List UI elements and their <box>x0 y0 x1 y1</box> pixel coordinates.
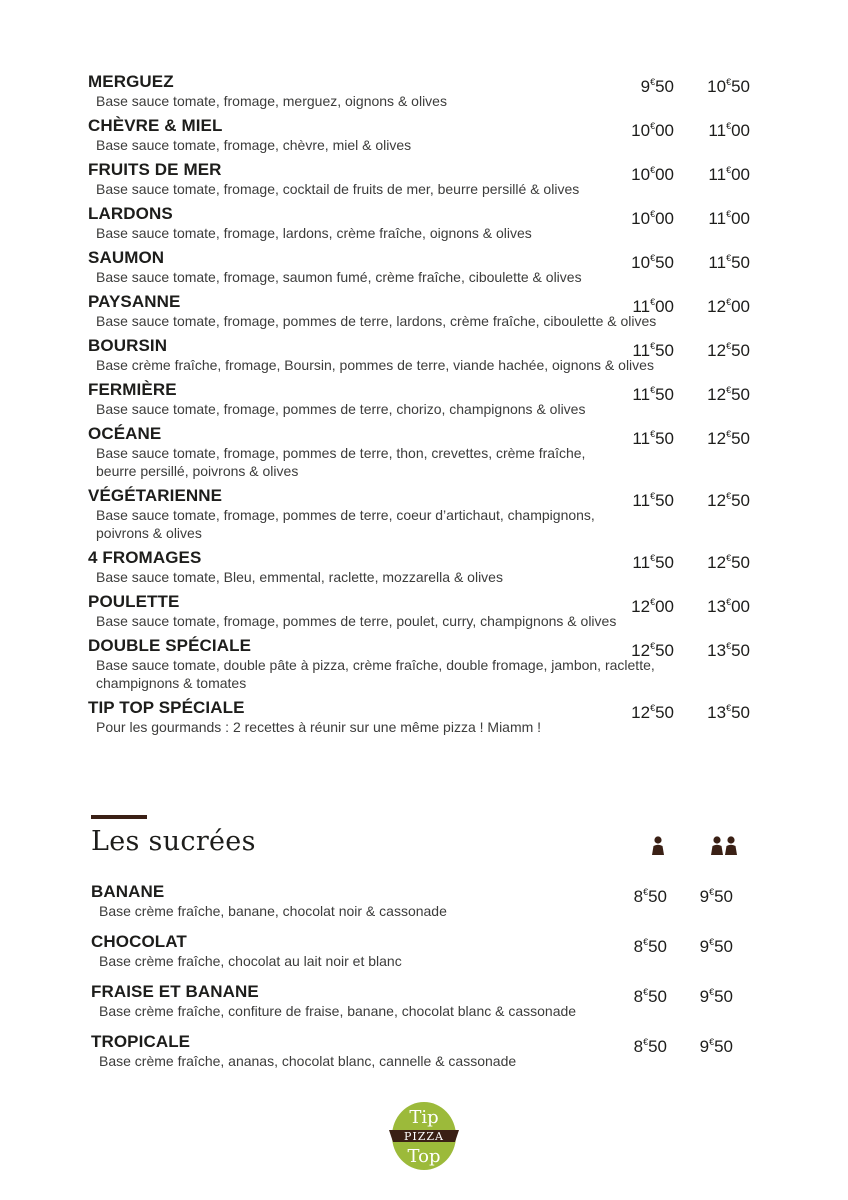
menu-item <box>91 932 771 970</box>
price-euros: 11 <box>632 491 651 510</box>
menu-item-description: Base sauce tomate, fromage, merguez, oignons & olives <box>96 93 447 109</box>
menu-item-description: Base sauce tomate, fromage, cocktail de fruits de mer, beurre persillé & olives <box>96 181 580 197</box>
price-one-person <box>631 698 674 723</box>
menu-item-description: champignons & tomates <box>96 675 247 691</box>
price-two-persons <box>708 204 750 229</box>
price-cents: 50 <box>655 553 674 572</box>
price-one-person <box>631 160 674 185</box>
currency-symbol: € <box>643 1037 649 1047</box>
menu-item <box>88 116 768 154</box>
price-cents: 50 <box>731 553 750 572</box>
sweet-menu-list <box>91 882 771 1082</box>
menu-item-name: TROPICALE <box>91 1032 191 1051</box>
price-cents: 50 <box>655 253 674 272</box>
price-cents: 50 <box>714 1037 733 1056</box>
menu-item-name: DOUBLE SPÉCIALE <box>88 636 252 655</box>
price-euros: 13 <box>707 703 727 722</box>
menu-item <box>88 248 768 286</box>
currency-symbol: € <box>650 385 656 395</box>
price-cents: 50 <box>731 341 750 360</box>
price-one-person <box>634 1032 667 1057</box>
price-euros: 9 <box>699 1037 710 1056</box>
price-two-persons <box>707 592 750 617</box>
price-euros: 9 <box>699 937 710 956</box>
price-two-persons <box>700 882 733 907</box>
currency-symbol: € <box>726 597 732 607</box>
price-one-person <box>632 548 674 573</box>
price-cents: 50 <box>731 429 750 448</box>
price-euros: 8 <box>633 987 644 1006</box>
menu-item <box>88 160 768 198</box>
price-euros: 11 <box>632 297 651 316</box>
price-two-persons <box>707 486 750 511</box>
currency-symbol: € <box>726 77 732 87</box>
price-two-persons <box>707 336 750 361</box>
currency-symbol: € <box>709 1037 715 1047</box>
price-one-person <box>632 336 674 361</box>
menu-item-description: Base crème fraîche, fromage, Boursin, pommes de terre, viande hachée, oignons & olives <box>96 357 654 373</box>
menu-item-name: FRAISE ET BANANE <box>91 982 259 1001</box>
menu-item-description: poivrons & olives <box>96 525 202 541</box>
price-euros: 9 <box>699 987 710 1006</box>
currency-symbol: € <box>709 987 715 997</box>
price-two-persons <box>707 292 750 317</box>
menu-item-name: OCÉANE <box>88 424 162 443</box>
price-euros: 12 <box>707 491 727 510</box>
menu-item-name: FERMIÈRE <box>88 380 177 399</box>
price-euros: 8 <box>633 887 644 906</box>
price-euros: 10 <box>631 121 651 140</box>
currency-symbol: € <box>643 987 649 997</box>
price-one-person <box>631 204 674 229</box>
currency-symbol: € <box>726 703 732 713</box>
currency-symbol: € <box>650 553 656 563</box>
currency-symbol: € <box>650 297 656 307</box>
logo-text-middle: PIZZA <box>404 1130 444 1143</box>
menu-item-name: PAYSANNE <box>88 292 181 311</box>
menu-item-description: Base sauce tomate, fromage, pommes de terre, thon, crevettes, crème fraîche, <box>96 445 586 461</box>
menu-item <box>88 204 768 242</box>
price-euros: 9 <box>699 887 710 906</box>
price-cents: 00 <box>655 297 674 316</box>
price-euros: 11 <box>708 209 727 228</box>
currency-symbol: € <box>726 429 732 439</box>
menu-item-name: FRUITS DE MER <box>88 160 222 179</box>
currency-symbol: € <box>650 597 656 607</box>
price-euros: 10 <box>631 209 651 228</box>
menu-item-name: LARDONS <box>88 204 173 223</box>
price-euros: 12 <box>707 341 727 360</box>
price-two-persons <box>708 116 750 141</box>
price-cents: 50 <box>731 77 750 96</box>
price-one-person <box>632 486 674 511</box>
price-euros: 11 <box>708 253 727 272</box>
menu-item <box>91 1032 771 1070</box>
currency-symbol: € <box>650 209 656 219</box>
menu-item-description: Base sauce tomate, fromage, chèvre, miel & olives <box>96 137 412 153</box>
price-euros: 12 <box>631 597 651 616</box>
price-cents: 50 <box>731 253 750 272</box>
price-euros: 11 <box>708 165 727 184</box>
price-cents: 50 <box>731 385 750 404</box>
currency-symbol: € <box>650 491 656 501</box>
price-cents: 50 <box>648 937 667 956</box>
price-cents: 00 <box>655 209 674 228</box>
menu-item-description: Base crème fraîche, banane, chocolat noir & cassonade <box>99 903 447 919</box>
price-euros: 13 <box>707 641 727 660</box>
menu-item-name: 4 FROMAGES <box>88 548 202 567</box>
price-two-persons <box>700 982 733 1007</box>
price-cents: 00 <box>731 597 750 616</box>
currency-symbol: € <box>709 937 715 947</box>
price-euros: 11 <box>632 553 651 572</box>
currency-symbol: € <box>650 121 656 131</box>
price-two-persons <box>707 380 750 405</box>
menu-item-description: Base crème fraîche, chocolat au lait noir et blanc <box>99 953 402 969</box>
price-one-person <box>631 636 674 661</box>
price-two-persons <box>707 72 750 97</box>
price-euros: 11 <box>632 385 651 404</box>
price-cents: 50 <box>655 429 674 448</box>
price-cents: 50 <box>655 385 674 404</box>
price-cents: 50 <box>648 1037 667 1056</box>
price-euros: 12 <box>631 641 651 660</box>
price-cents: 00 <box>655 165 674 184</box>
currency-symbol: € <box>726 385 732 395</box>
price-cents: 50 <box>714 987 733 1006</box>
price-cents: 00 <box>731 297 750 316</box>
currency-symbol: € <box>643 887 649 897</box>
price-euros: 11 <box>632 341 651 360</box>
price-euros: 11 <box>708 121 727 140</box>
currency-symbol: € <box>726 209 732 219</box>
price-one-person <box>634 932 667 957</box>
one-person-icon <box>650 836 666 856</box>
menu-item-name: CHÈVRE & MIEL <box>88 116 223 135</box>
price-euros: 12 <box>707 297 727 316</box>
menu-item-description: Base sauce tomate, fromage, saumon fumé, crème fraîche, ciboulette & olives <box>96 269 582 285</box>
menu-item-name: TIP TOP SPÉCIALE <box>88 698 245 717</box>
menu-item-description: Base crème fraîche, ananas, chocolat blanc, cannelle & cassonade <box>99 1053 517 1069</box>
menu-item-description: Base sauce tomate, fromage, pommes de terre, coeur d’artichaut, champignons, <box>96 507 595 523</box>
price-cents: 50 <box>648 987 667 1006</box>
currency-symbol: € <box>650 77 656 87</box>
price-two-persons <box>707 548 750 573</box>
two-persons-icon <box>710 836 738 856</box>
menu-item-description: beurre persillé, poivrons & olives <box>96 463 299 479</box>
price-two-persons <box>708 248 750 273</box>
price-cents: 00 <box>731 121 750 140</box>
section-title: Les sucrées <box>91 826 256 857</box>
price-cents: 50 <box>731 641 750 660</box>
savory-menu-list <box>88 72 768 742</box>
menu-item <box>88 292 768 330</box>
menu-item <box>91 882 771 920</box>
currency-symbol: € <box>643 937 649 947</box>
menu-item-name: SAUMON <box>88 248 165 267</box>
price-cents: 50 <box>655 77 674 96</box>
menu-item-description: Base sauce tomate, Bleu, emmental, raclette, mozzarella & olives <box>96 569 503 585</box>
price-cents: 00 <box>655 597 674 616</box>
price-euros: 12 <box>707 429 727 448</box>
currency-symbol: € <box>650 341 656 351</box>
price-cents: 50 <box>655 703 674 722</box>
price-one-person <box>632 380 674 405</box>
price-euros: 8 <box>633 1037 644 1056</box>
price-one-person <box>632 424 674 449</box>
price-one-person <box>632 292 674 317</box>
price-one-person <box>631 592 674 617</box>
price-cents: 50 <box>655 491 674 510</box>
menu-item-name: VÉGÉTARIENNE <box>88 486 223 505</box>
section-divider <box>91 815 147 819</box>
menu-item-name: CHOCOLAT <box>91 932 187 951</box>
price-euros: 10 <box>631 253 651 272</box>
menu-item <box>88 548 768 586</box>
price-one-person <box>631 248 674 273</box>
price-euros: 12 <box>631 703 651 722</box>
price-cents: 00 <box>731 165 750 184</box>
price-two-persons <box>707 424 750 449</box>
price-cents: 50 <box>648 887 667 906</box>
menu-item <box>88 486 768 542</box>
logo-text-bottom: Top <box>407 1146 441 1167</box>
currency-symbol: € <box>726 641 732 651</box>
price-cents: 50 <box>714 887 733 906</box>
price-cents: 00 <box>655 121 674 140</box>
tip-top-pizza-logo <box>386 1100 462 1172</box>
menu-item-name: POULETTE <box>88 592 180 611</box>
menu-item-name: BANANE <box>91 882 165 901</box>
menu-item-description: Base sauce tomate, fromage, pommes de terre, lardons, crème fraîche, ciboulette & olives <box>96 313 657 329</box>
currency-symbol: € <box>726 341 732 351</box>
menu-item <box>88 698 768 736</box>
menu-item-name: BOURSIN <box>88 336 168 355</box>
menu-item-description: Base sauce tomate, double pâte à pizza, crème fraîche, double fromage, jambon, raclette, <box>96 657 655 673</box>
currency-symbol: € <box>726 121 732 131</box>
currency-symbol: € <box>726 165 732 175</box>
menu-item <box>88 72 768 110</box>
price-euros: 10 <box>631 165 651 184</box>
price-cents: 50 <box>655 341 674 360</box>
currency-symbol: € <box>650 253 656 263</box>
currency-symbol: € <box>650 641 656 651</box>
price-cents: 50 <box>655 641 674 660</box>
price-one-person <box>634 882 667 907</box>
currency-symbol: € <box>726 491 732 501</box>
price-two-persons <box>708 160 750 185</box>
price-euros: 13 <box>707 597 727 616</box>
currency-symbol: € <box>650 165 656 175</box>
price-euros: 8 <box>633 937 644 956</box>
currency-symbol: € <box>726 297 732 307</box>
currency-symbol: € <box>709 887 715 897</box>
price-euros: 10 <box>707 77 727 96</box>
currency-symbol: € <box>650 429 656 439</box>
price-cents: 50 <box>731 491 750 510</box>
menu-item-description: Base sauce tomate, fromage, pommes de terre, poulet, curry, champignons & olives <box>96 613 617 629</box>
currency-symbol: € <box>726 253 732 263</box>
price-euros: 9 <box>640 77 651 96</box>
menu-item <box>88 380 768 418</box>
menu-item <box>88 424 768 480</box>
price-cents: 50 <box>714 937 733 956</box>
currency-symbol: € <box>726 553 732 563</box>
price-two-persons <box>707 698 750 723</box>
menu-item-description: Pour les gourmands : 2 recettes à réunir sur une même pizza ! Miamm ! <box>96 719 542 735</box>
menu-item-name: MERGUEZ <box>88 72 174 91</box>
currency-symbol: € <box>650 703 656 713</box>
price-one-person <box>641 72 674 97</box>
price-two-persons <box>707 636 750 661</box>
price-one-person <box>631 116 674 141</box>
price-one-person <box>634 982 667 1007</box>
price-cents: 50 <box>731 703 750 722</box>
menu-item <box>91 982 771 1020</box>
menu-item-description: Base sauce tomate, fromage, lardons, crème fraîche, oignons & olives <box>96 225 532 241</box>
price-cents: 00 <box>731 209 750 228</box>
menu-item <box>88 336 768 374</box>
price-two-persons <box>700 932 733 957</box>
menu-item-description: Base crème fraîche, confiture de fraise, banane, chocolat blanc & cassonade <box>99 1003 577 1019</box>
menu-item <box>88 592 768 630</box>
menu-item <box>88 636 768 692</box>
menu-item-description: Base sauce tomate, fromage, pommes de terre, chorizo, champignons & olives <box>96 401 586 417</box>
price-euros: 12 <box>707 385 727 404</box>
logo-text-top: Tip <box>409 1107 439 1128</box>
price-euros: 12 <box>707 553 727 572</box>
price-euros: 11 <box>632 429 651 448</box>
price-two-persons <box>700 1032 733 1057</box>
